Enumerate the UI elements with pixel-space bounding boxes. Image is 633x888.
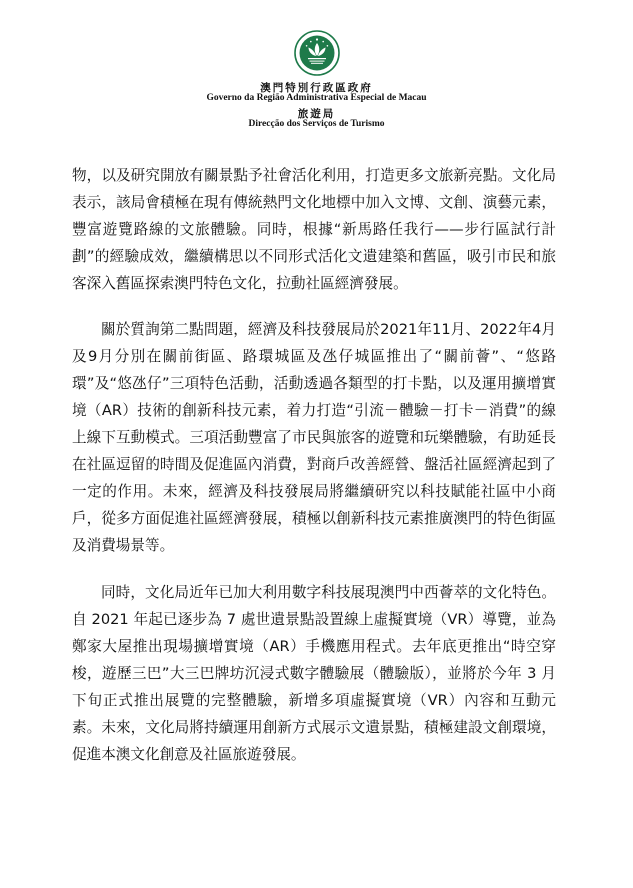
- bureau-name-zh: 旅遊局: [297, 108, 336, 120]
- government-name-pt: Governo da Região Administrativa Especial de Macau: [206, 93, 427, 103]
- bureau-name-pt: Direcção dos Serviços de Turismo: [248, 119, 385, 129]
- body-paragraph-2: 關於質詢第二點問題，經濟及科技發展局於2021年11月、2022年4月及9月分別在關前街區、路環城區及氹仔城區推出了“關前薈”、“悠路環”及“悠氹仔”三項特色活動，活動透過各類型的打卡點，以及運用擴增實境（AR）技術的創新科技元素，着力打造“引流－體驗－打卡－消費”的線上線下互動模式。三項活動豐富了市民與旅客的遊覽和玩樂體驗，有助延長在社區逗留的時間及促進區內消費，對商戶改善經營、盤活社區經濟起到了一定的作用。未來，經濟及科技發展局將繼續研究以科技賦能社區中小商戶，從多方面促進社區經濟發展，積極以創新科技元素推廣澳門的特色街區及消費場景等。: [72, 321, 556, 554]
- body-paragraph-1: 物，以及研究開放有關景點予社會活化利用，打造更多文旅新亮點。文化局表示，該局會積極在現有傳統熱門文化地標中加入文博、文創、演藝元素，豐富遊覽路線的文旅體驗。同時，根據“新馬路任我行——步行區試行計劃”的經驗成效，繼續構思以不同形式活化文遺建築和舊區，吸引市民和旅客深入舊區探索澳門特色文化，拉動社區經濟發展。: [72, 167, 556, 292]
- body-paragraph-3: 同時，文化局近年已加大利用數字科技展現澳門中西薈萃的文化特色。自 2021 年起已逐步為 7 處世遺景點設置線上虛擬實境（VR）導覽，並為鄭家大屋推出現場擴增實境（AR）手機應用程式。去年底更推出“時空穿梭，遊歷三巴”大三巴牌坊沉浸式數字體驗展（體驗版），並將於今年 3 月下旬正式推出展覽的完整體驗，新增多項虛擬實境（VR）內容和互動元素。未來，文化局將持續運用創新方式展示文遺景點，積極建設文創環境，促進本澳文化創意及社區旅遊發展。: [72, 584, 556, 763]
- government-name-zh: 澳門特別行政區政府: [260, 82, 373, 94]
- macau-emblem-icon: [294, 30, 340, 76]
